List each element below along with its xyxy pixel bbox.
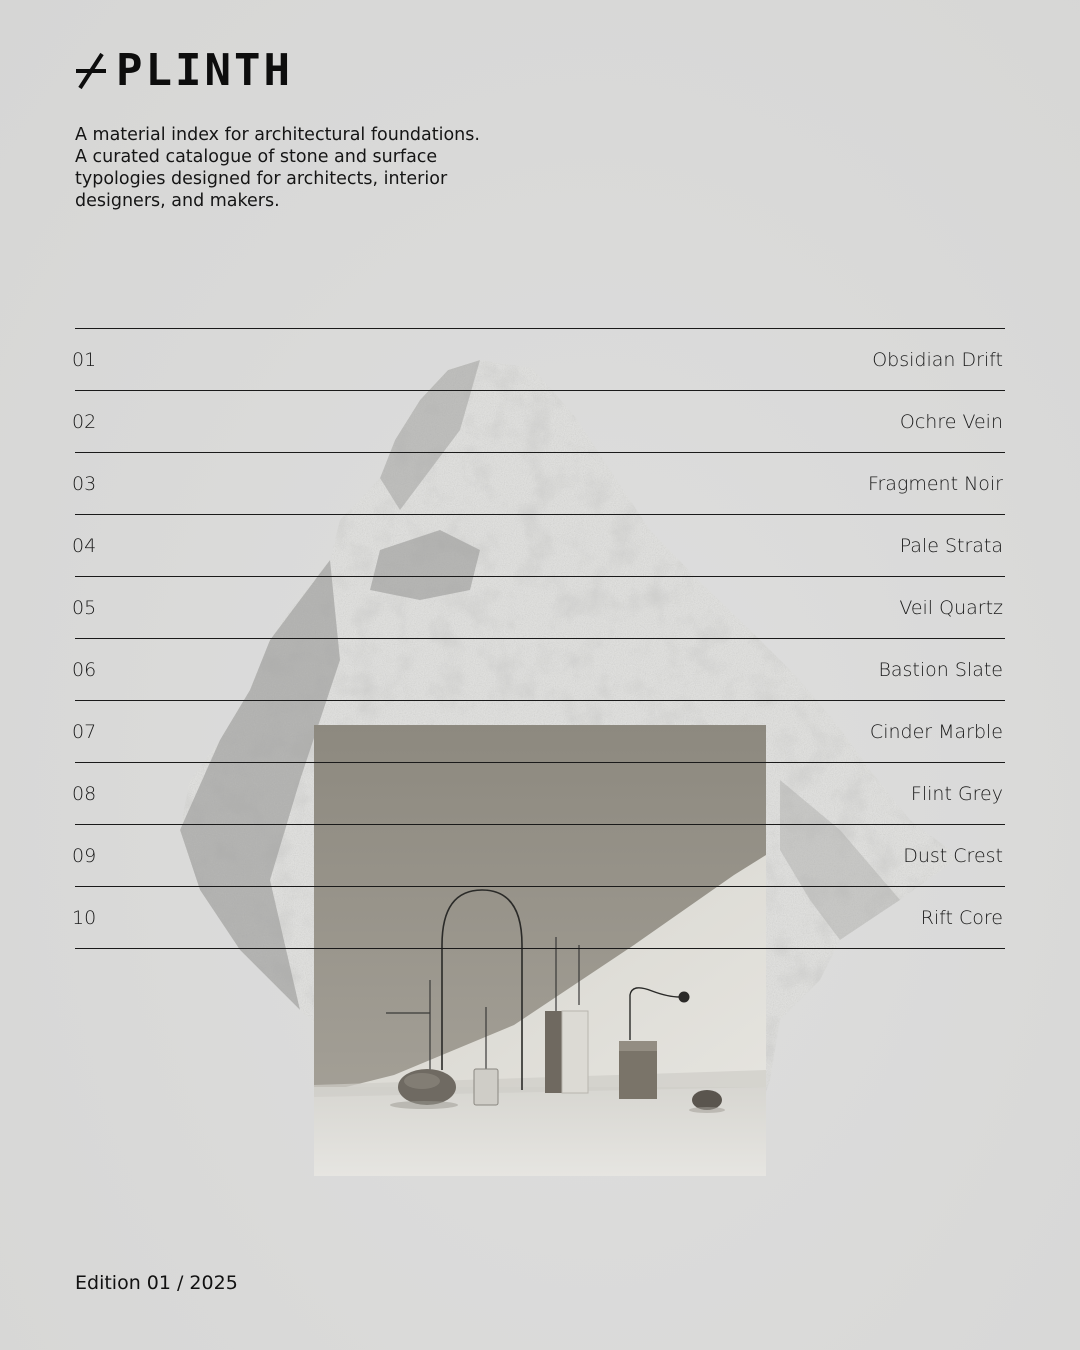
index-row[interactable] xyxy=(72,825,1005,887)
index-number: 04 xyxy=(72,534,97,557)
index-name: Cinder Marble xyxy=(869,720,1003,743)
intro-line: typologies designed for architects, interior xyxy=(75,169,448,189)
index-name: Veil Quartz xyxy=(899,596,1003,619)
index-name: Fragment Noir xyxy=(867,472,1003,495)
index-name: Bastion Slate xyxy=(878,658,1003,681)
intro-line: A curated catalogue of stone and surface xyxy=(75,147,438,167)
index-row[interactable] xyxy=(72,391,1005,453)
index-row[interactable] xyxy=(72,639,1005,701)
index-number: 06 xyxy=(72,658,97,681)
brand-name: PLINTH xyxy=(116,45,293,96)
intro-text xyxy=(75,124,515,212)
index-number: 08 xyxy=(72,782,97,805)
index-number: 10 xyxy=(72,906,97,929)
intro-line: designers, and makers. xyxy=(75,191,280,211)
asterisk-slash-icon xyxy=(74,52,108,90)
index-name: Pale Strata xyxy=(899,534,1003,557)
index-number: 05 xyxy=(72,596,97,619)
index-number: 02 xyxy=(72,410,97,433)
index-number: 03 xyxy=(72,472,97,495)
index-number: 07 xyxy=(72,720,97,743)
index-row[interactable] xyxy=(72,701,1005,763)
index-number: 01 xyxy=(72,348,97,371)
edition-label: Edition 01 / 2025 xyxy=(75,1272,238,1294)
index-row[interactable] xyxy=(72,887,1005,949)
material-index xyxy=(72,328,1005,949)
index-name: Rift Core xyxy=(920,906,1003,929)
index-row[interactable] xyxy=(72,515,1005,577)
index-name: Flint Grey xyxy=(910,782,1003,805)
index-name: Obsidian Drift xyxy=(872,348,1003,371)
index-row[interactable] xyxy=(72,577,1005,639)
index-number: 09 xyxy=(72,844,97,867)
index-name: Dust Crest xyxy=(903,844,1003,867)
index-row[interactable] xyxy=(72,329,1005,391)
index-row[interactable] xyxy=(72,453,1005,515)
index-row[interactable] xyxy=(72,763,1005,825)
index-name: Ochre Vein xyxy=(899,410,1003,433)
intro-line: A material index for architectural foundations. xyxy=(75,125,480,145)
brand-logo[interactable] xyxy=(74,45,293,96)
